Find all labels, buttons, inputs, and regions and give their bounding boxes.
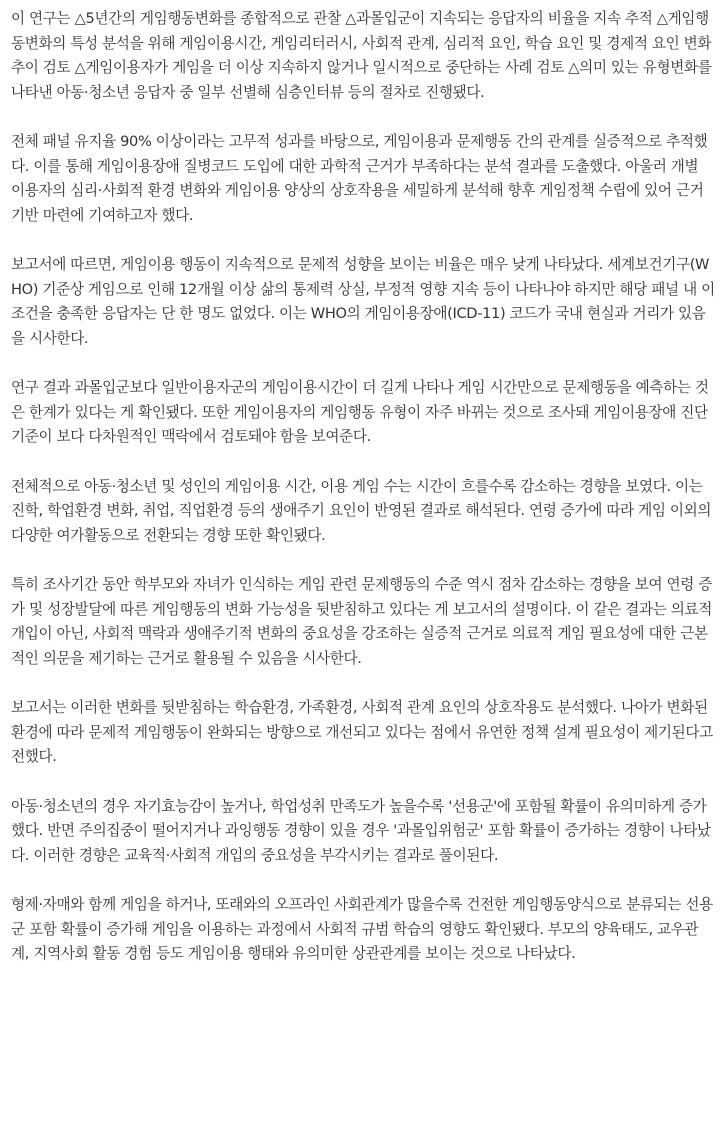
paragraph-study-procedure: 이 연구는 △5년간의 게임행동변화를 종합적으로 관찰 △과몰입군이 지속되는 응답자의 비율을 지속 추적 △게임행동변화의 특성 분석을 위해 게임이용시간, 게임리터러시, 사회적 관계, 심리적 요인, 학습 요인 및 경제적 요인 변화 추이 검토 △게임이용자가 게임을 더 이상 지속하지 않거나 일시적으로 중단하는 사례 검토 △의미 있는 유형변화를 나타낸 아동·청소년 응답자 중 일부 선별해 심층인터뷰 등의 절차로 진행됐다. xyxy=(11,10,712,101)
paragraph-panel-retention: 전체 패널 유지율 90% 이상이라는 고무적 성과를 바탕으로, 게임이용과 문제행동 간의 관계를 실증적으로 추적했다. 이를 통해 게임이용장애 질병코드 도입에 대한 과학적 근거가 부족하다는 분석 결과를 도출했다. 아울러 개별 이용자의 심리·사회적 환경 변화와 게임이용 양상의 상호작용을 세밀하게 분석해 향후 게임정책 수립에 있어 근거 기반 마련에 기여하고자 했다. xyxy=(11,133,708,224)
paragraph-youth-self-efficacy: 아동·청소년의 경우 자기효능감이 높거나, 학업성취 만족도가 높을수록 '선용군'에 포함될 확률이 유의미하게 증가했다. 반면 주의집중이 떨어지거나 과잉행동 경향이 있을 경우 '과몰입위험군' 포함 확률이 증가하는 경향이 나타났다. 이러한 경향은 교육적·사회적 개입의 중요성을 부각시키는 결과로 풀이된다. xyxy=(11,797,711,864)
paragraph-game-time-results: 연구 결과 과몰입군보다 일반이용자군의 게임이용시간이 더 길게 나타나 게임 시간만으로 문제행동을 예측하는 것은 한계가 있다는 게 확인됐다. 또한 게임이용자의 게임행동 유형이 자주 바뀌는 것으로 조사돼 게임이용장애 진단 기준이 보다 다차원적인 맥락에서 검토돼야 함을 보여준다. xyxy=(11,379,709,445)
paragraph-social-relations: 형제·자매와 함께 게임을 하거나, 또래와의 오프라인 사회관계가 많을수록 건전한 게임행동양식으로 분류되는 선용군 포함 확률이 증가해 게임을 이용하는 과정에서 사회적 규범 학습의 영향도 확인됐다. 부모의 양육태도, 교우관계, 지역사회 활동 경험 등도 게임이용 행태와 유의미한 상관관계를 보이는 것으로 나타났다. xyxy=(11,896,713,962)
paragraph-who-criteria: 보고서에 따르면, 게임이용 행동이 지속적으로 문제적 성향을 보이는 비율은 매우 낮게 나타났다. 세계보건기구(WHO) 기준상 게임으로 인해 12개월 이상 삶의 통제력 상실, 부정적 영향 지속 등이 나타나야 하지만 해당 패널 내 이 조건을 충족한 응답자는 단 한 명도 없었다. 이는 WHO의 게임이용장애(ICD-11) 코드가 국내 현실과 거리가 있음을 시사한다. xyxy=(11,256,715,347)
paragraph-decreasing-trend: 전체적으로 아동·청소년 및 성인의 게임이용 시간, 이용 게임 수는 시간이 흐를수록 감소하는 경향을 보였다. 이는 진학, 학업환경 변화, 취업, 직업환경 등의 생애주기 요인이 반영된 결과로 해석된다. 연령 증가에 따라 게임 이외의 다양한 여가활동으로 전환되는 경향 또한 확인됐다. xyxy=(11,477,712,544)
paragraph-environment-interaction: 보고서는 이러한 변화를 뒷받침하는 학습환경, 가족환경, 사회적 관계 요인의 상호작용도 분석했다. 나아가 변화된 환경에 따라 문제적 게임행동이 완화되는 방향으로 개선되고 있다는 점에서 유연한 정책 설계 필요성이 제기된다고 전했다. xyxy=(11,699,713,765)
paragraph-parent-child-perception: 특히 조사기간 동안 학부모와 자녀가 인식하는 게임 관련 문제행동의 수준 역시 점차 감소하는 경향을 보여 연령 증가 및 성장발달에 따른 게임행동의 변화 가능성을 뒷받침하고 있다는 게 보고서의 설명이다. 이 같은 결과는 의료적 개입이 아닌, 사회적 맥락과 생애주기적 변화의 중요성을 강조하는 실증적 근거로 의료적 게임 필요성에 대한 근본적인 의문을 제기하는 근거로 활용될 수 있음을 시사한다. xyxy=(11,576,713,667)
